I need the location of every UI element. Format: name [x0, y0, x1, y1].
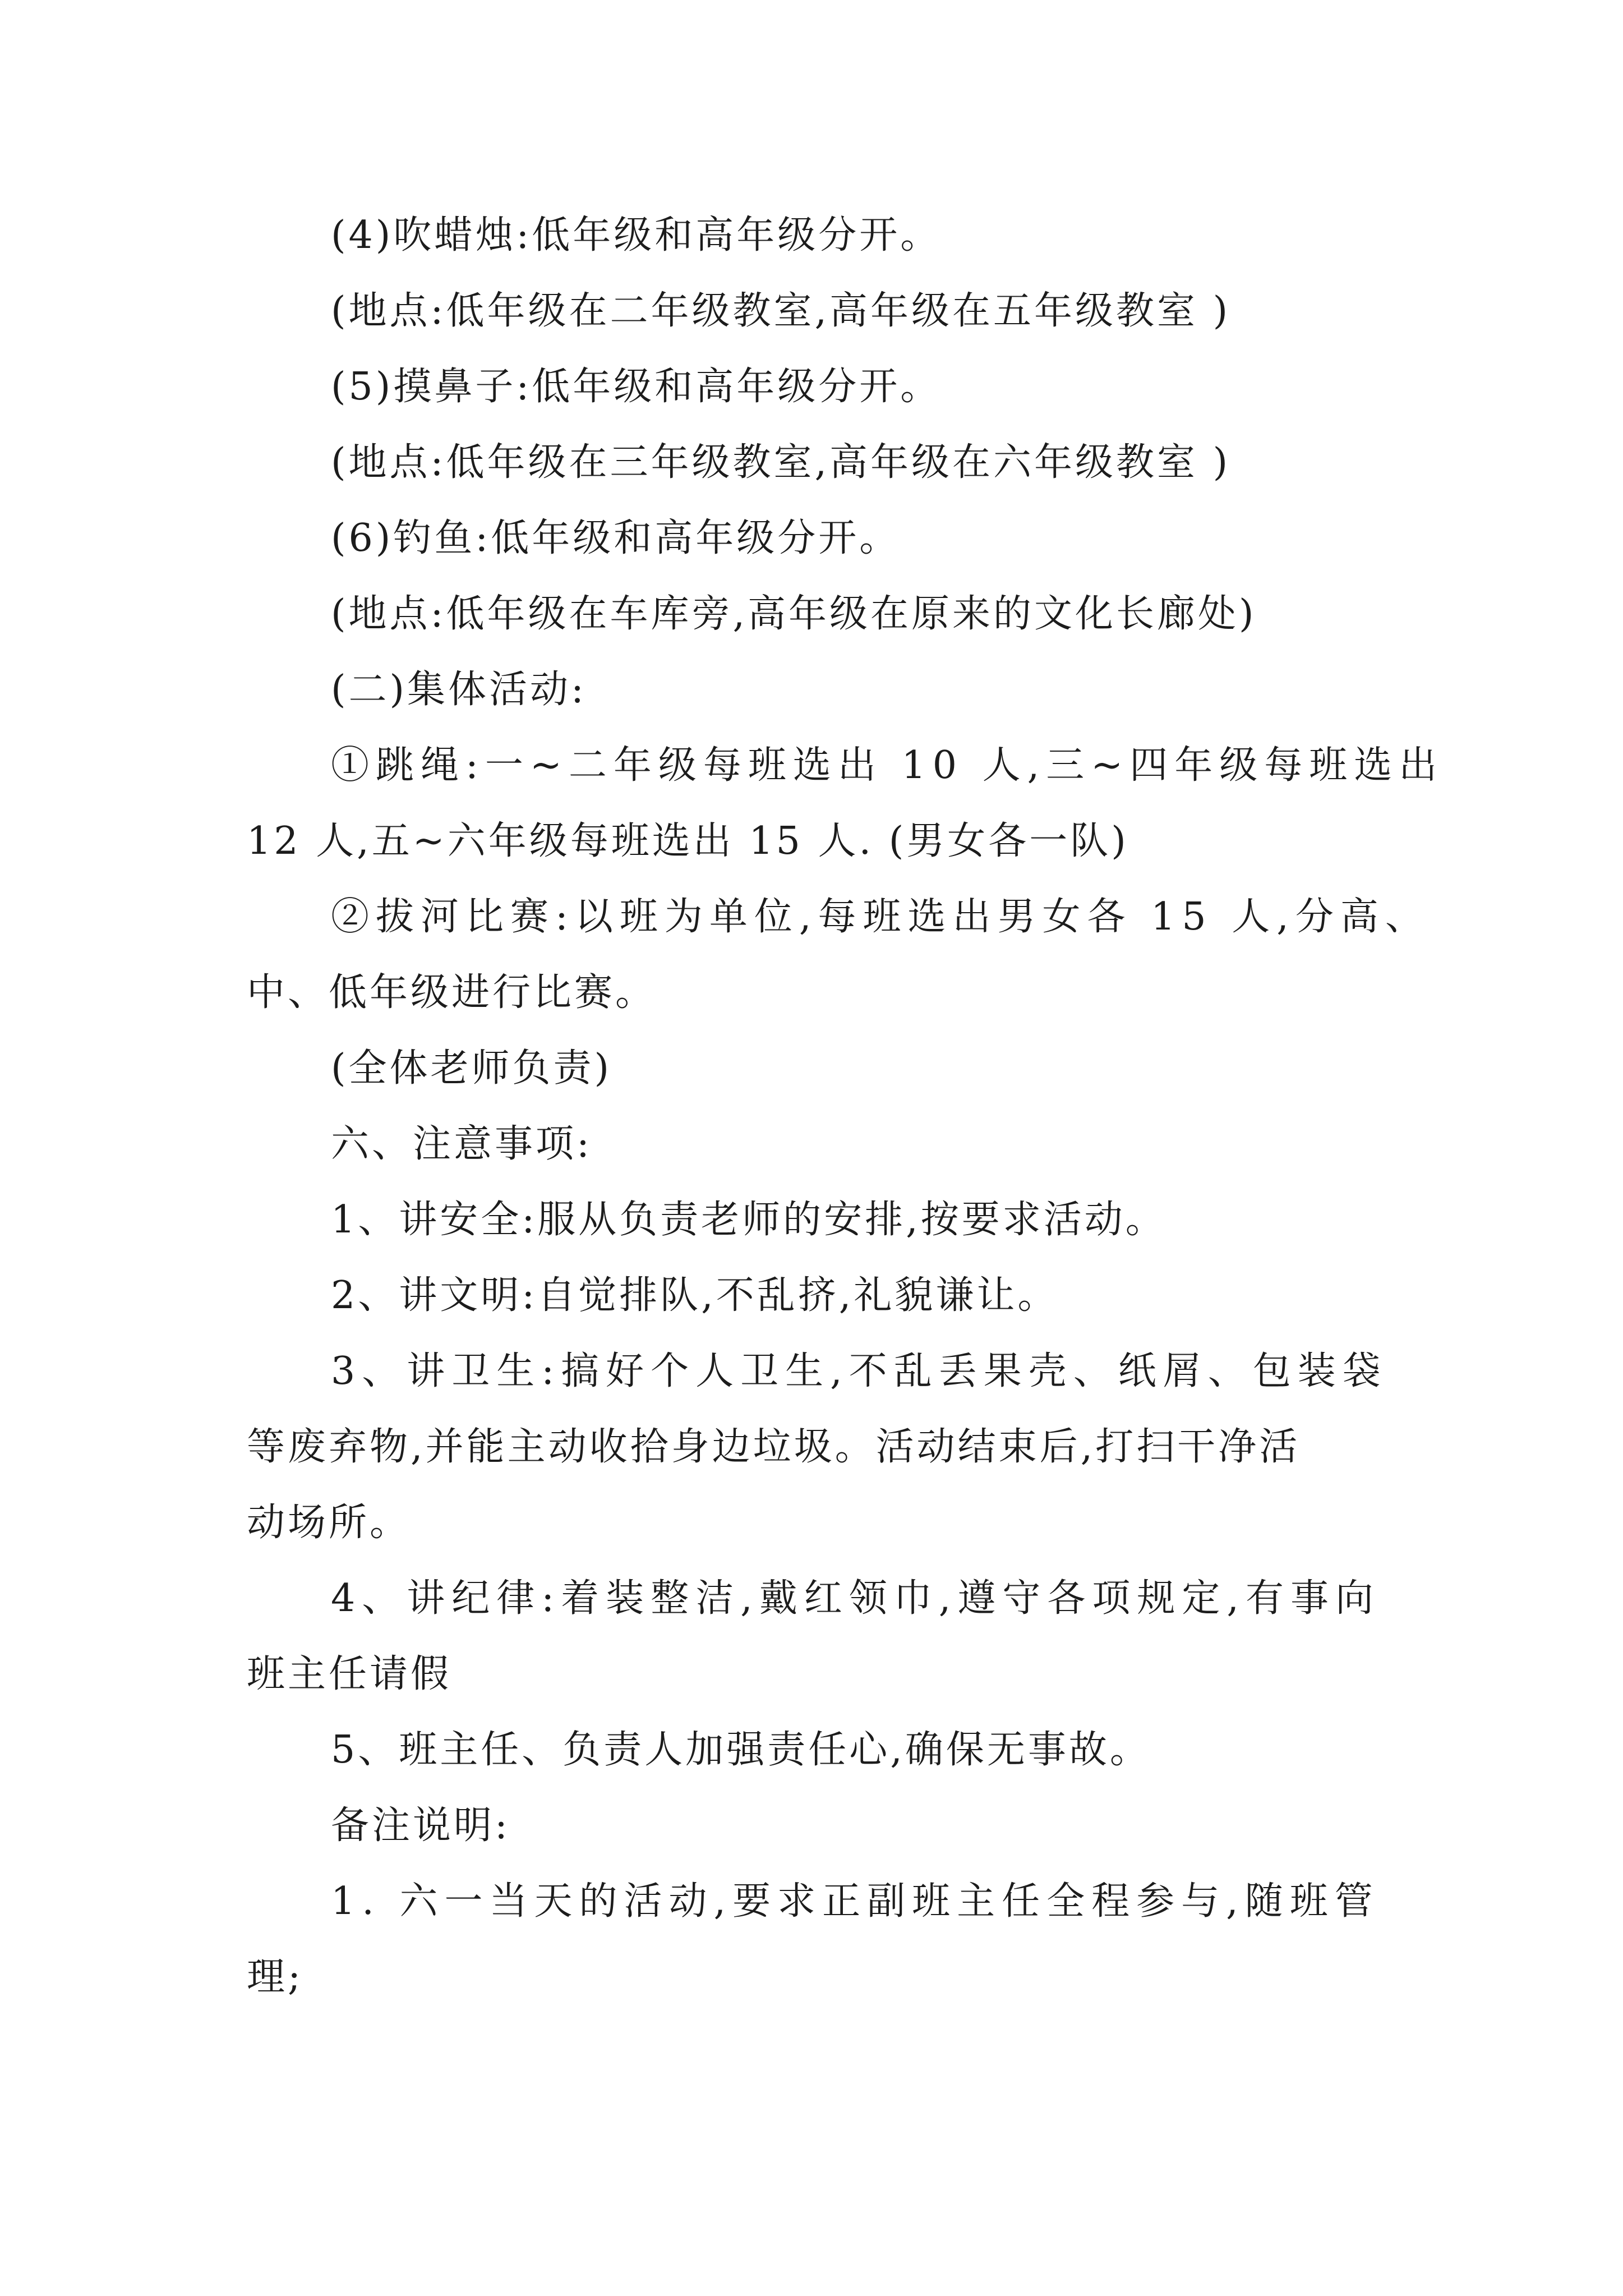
text-line: (二)集体活动: — [331, 668, 587, 712]
text-line: 中、低年级进行比赛。 — [247, 970, 657, 1015]
text-line: ①跳绳:一~二年级每班选出 10 人,三~四年级每班选出 — [331, 743, 1444, 788]
text-line: 3、讲卫生:搞好个人卫生,不乱丢果壳、纸屑、包装袋 — [331, 1349, 1387, 1393]
text-line: (地点:低年级在二年级教室,高年级在五年级教室 ) — [331, 289, 1231, 333]
text-line: 1. 六一当天的活动,要求正副班主任全程参与,随班管 — [331, 1879, 1380, 1924]
text-line: 班主任请假 — [247, 1652, 452, 1696]
text-line: (全体老师负责) — [331, 1046, 612, 1091]
text-line: (地点:低年级在车库旁,高年级在原来的文化长廊处) — [331, 592, 1257, 636]
text-line: 5、班主任、负责人加强责任心,确保无事故。 — [331, 1728, 1151, 1772]
text-line: (5)摸鼻子:低年级和高年级分开。 — [331, 365, 942, 409]
text-line: (6)钓鱼:低年级和高年级分开。 — [331, 516, 901, 560]
text-line: 理; — [247, 1955, 303, 1999]
text-line: (4)吹蜡烛:低年级和高年级分开。 — [331, 213, 942, 257]
text-line: 12 人,五~六年级每班选出 15 人. (男女各一队) — [247, 819, 1129, 863]
text-line: 六、注意事项: — [331, 1122, 592, 1166]
text-line: ②拔河比赛:以班为单位,每班选出男女各 15 人,分高、 — [331, 895, 1430, 939]
text-line: 备注说明: — [331, 1803, 510, 1848]
text-line: 动场所。 — [247, 1501, 411, 1545]
text-line: (地点:低年级在三年级教室,高年级在六年级教室 ) — [331, 440, 1231, 485]
text-line: 等废弃物,并能主动收拾身边垃圾。活动结束后,打扫干净活 — [247, 1425, 1301, 1469]
text-line: 2、讲文明:自觉排队,不乱挤,礼貌谦让。 — [331, 1273, 1059, 1318]
text-line: 4、讲纪律:着装整洁,戴红领巾,遵守各项规定,有事向 — [331, 1576, 1381, 1621]
text-line: 1、讲安全:服从负责老师的安排,按要求活动。 — [331, 1198, 1166, 1242]
